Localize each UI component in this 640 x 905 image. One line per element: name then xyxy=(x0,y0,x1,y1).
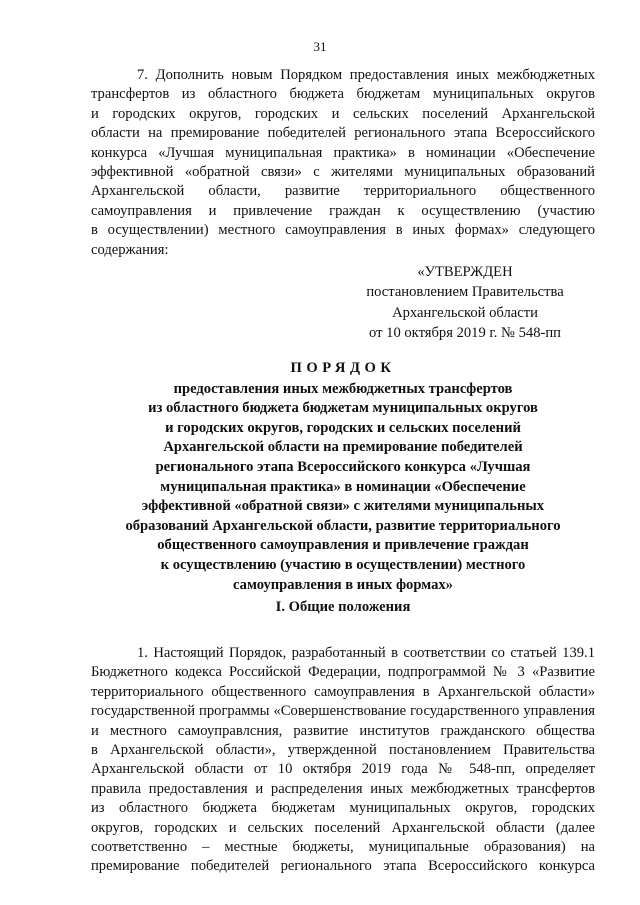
title-heading: ПОРЯДОК xyxy=(290,360,396,376)
intro-line: содержания: xyxy=(91,241,169,258)
title-line: из областного бюджета бюджетам муниципальных округов xyxy=(148,400,538,417)
paragraph-line: округов, городских и сельских поселений Архангельской области (далее xyxy=(91,819,595,836)
title-line: самоуправления в иных формах» xyxy=(233,576,453,593)
approval-line: Архангельской области xyxy=(392,304,538,321)
approval-line: «УТВЕРЖДЕН xyxy=(417,264,513,280)
section-title: I. Общие положения xyxy=(275,599,411,615)
intro-line: конкурса «Лучшая муниципальная практика» в номинации «Обеспечение xyxy=(91,144,595,161)
title-line: общественного самоуправления и привлечение граждан xyxy=(157,537,529,554)
intro-line: эффективной «обратной связи» с жителями муниципальных образований xyxy=(91,163,595,180)
title-line: предоставления иных межбюджетных трансфертов xyxy=(173,380,513,397)
paragraph-line: из областного бюджета бюджетам муниципальных округов, городских xyxy=(91,800,595,817)
intro-paragraph xyxy=(91,66,595,260)
paragraph-line: Бюджетного кодекса Российской Федерации, подпрограммой № 3 «Развитие xyxy=(91,664,595,681)
approval-line: от 10 октября 2019 г. № 548-пп xyxy=(369,325,561,342)
paragraph-line: 1. Настоящий Порядок, разработанный в соответствии со статьей 139.1 xyxy=(137,645,595,661)
paragraph-line: государственной программы «Совершенствование государственного управления xyxy=(91,703,595,720)
intro-line: в осуществлении) местного самоуправления в иных формах» следующего xyxy=(91,222,595,239)
intro-line: самоуправления и привлечение граждан к осуществлению (участию xyxy=(91,202,595,219)
paragraph-line: правила предоставления и распределения иных межбюджетных трансфертов xyxy=(91,780,595,797)
title-line: регионального этапа Всероссийского конкурса «Лучшая xyxy=(155,458,531,475)
page-number: 31 xyxy=(313,39,327,54)
paragraph-line: соответственно – местные бюджеты, муниципальные образования) на xyxy=(91,838,595,855)
section-heading xyxy=(91,597,595,617)
intro-line: трансфертов из областного бюджета бюджетам муниципальных округов xyxy=(91,86,595,103)
title-line: к осуществлению (участию в осуществлении) местного xyxy=(160,556,526,573)
paragraph-line: Архангельской области от 10 октября 2019 года № 548-пп, определяет xyxy=(91,761,595,778)
intro-line: области на премирование победителей регионального этапа Всероссийского xyxy=(91,125,595,142)
approval-stamp xyxy=(340,262,590,344)
paragraph-1 xyxy=(91,644,595,877)
title-line: муниципальная практика» в номинации «Обеспечение xyxy=(160,478,526,495)
intro-line: 7. Дополнить новым Порядком предоставления иных межбюджетных xyxy=(137,67,595,83)
title-line: эффективной «обратной связи» с жителями муниципальных xyxy=(141,498,545,515)
paragraph-line: в Архангельской области», утвержденной постановлением Правительства xyxy=(91,741,595,758)
title-line: и городских округов, городских и сельских поселений xyxy=(165,419,521,436)
intro-line: и городских округов, городских и сельских поселений Архангельской xyxy=(91,105,595,122)
approval-line: постановлением Правительства xyxy=(366,284,564,301)
document-title xyxy=(91,359,595,595)
paragraph-line: и местного самоуправлсния, развитие институтов гражданского общества xyxy=(91,722,595,739)
paragraph-line: премирование победителей регионального этапа Всероссийского конкурса xyxy=(91,858,595,875)
intro-line: Архангельской области, развитие территориального общественного xyxy=(91,183,595,200)
paragraph-line: территориального общественного самоуправления в Архангельской области» xyxy=(91,683,595,700)
title-line: Архангельской области на премирование победителей xyxy=(163,439,523,456)
title-line: образований Архангельской области, развитие территориального xyxy=(125,517,561,534)
